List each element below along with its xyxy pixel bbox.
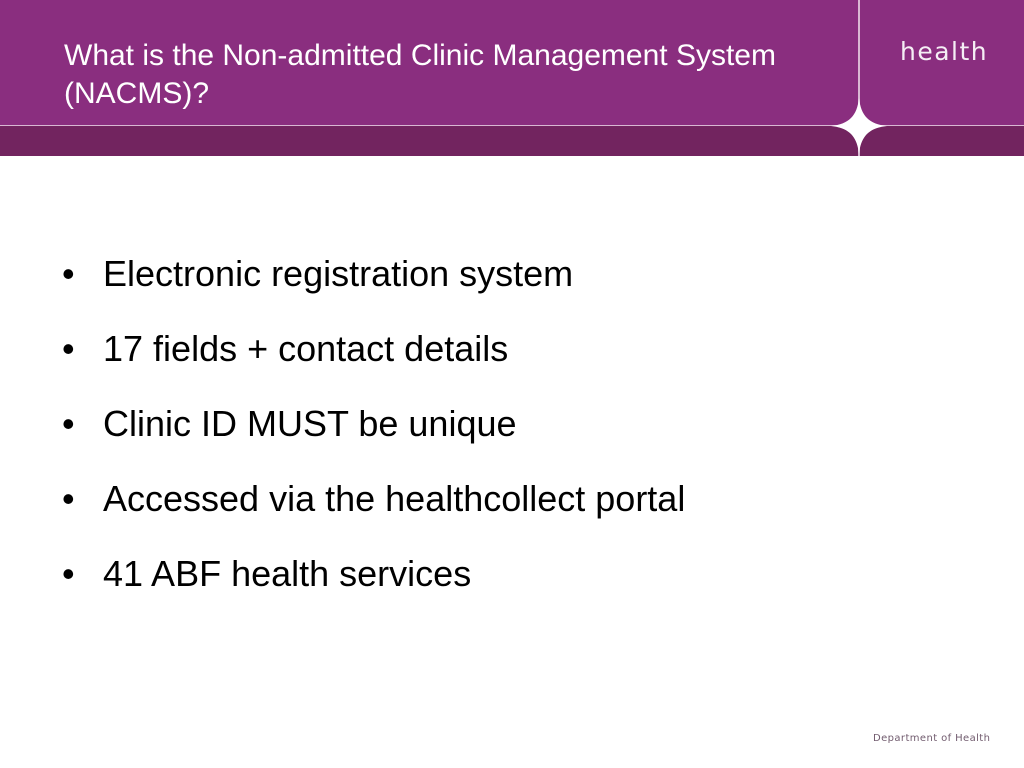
department-of-health-footer: Department of Health [873,733,991,744]
bullet-list [62,252,685,627]
list-item [62,327,685,402]
bullet-marker: • [62,553,75,594]
list-item [62,477,685,552]
bullet-marker: • [62,403,75,444]
bullet-text: 41 ABF health services [103,553,472,594]
slide-title: What is the Non-admitted Clinic Management System (NACMS)? [64,39,776,110]
bullet-text: Accessed via the healthcollect portal [103,478,686,519]
list-item [62,552,685,627]
bullet-marker: • [62,328,75,369]
bullet-text: 17 fields + contact details [103,328,509,369]
slide-header [0,0,1024,156]
bullet-marker: • [62,478,75,519]
list-item [62,252,685,327]
bullet-text: Clinic ID MUST be unique [103,403,517,444]
list-item [62,402,685,477]
bullet-text: Electronic registration system [103,253,574,294]
bullet-marker: • [62,253,75,294]
sparkle-icon [831,98,887,154]
health-brand: health [900,37,989,66]
